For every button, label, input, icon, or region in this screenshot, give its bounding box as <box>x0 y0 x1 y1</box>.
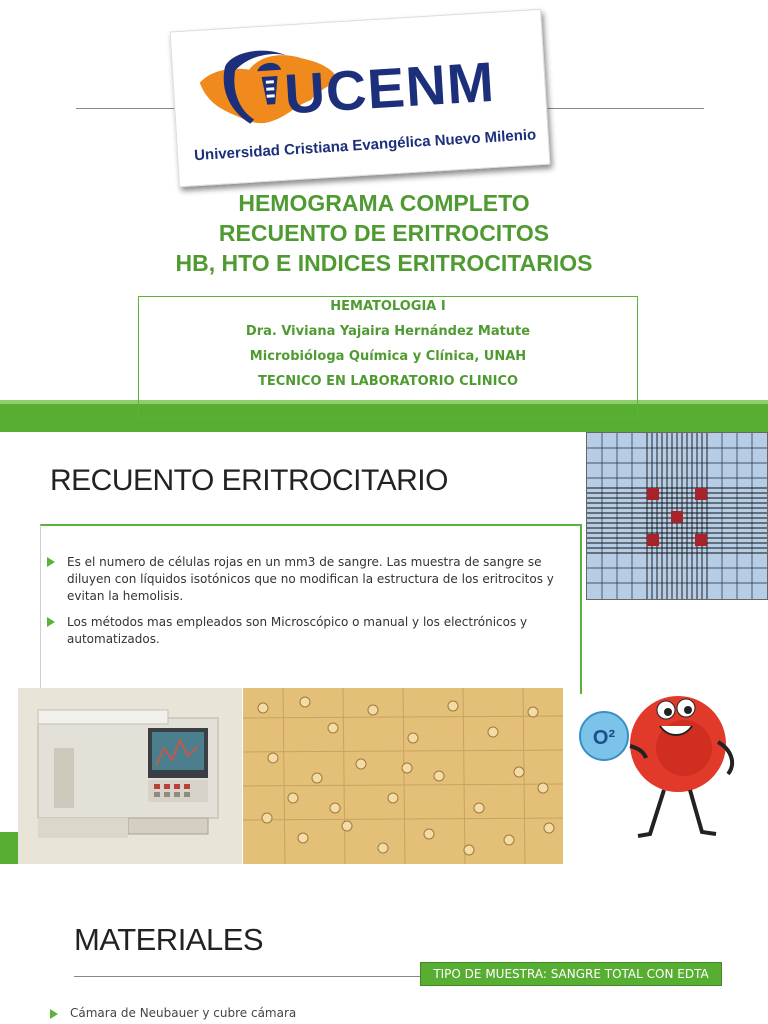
sample-type-tag: TIPO DE MUESTRA: SANGRE TOTAL CON EDTA <box>420 962 722 986</box>
list-item: Los métodos mas empleados son Microscópico o manual y los electrónicos y automatizados. <box>47 614 577 648</box>
title-underline <box>74 976 424 977</box>
list-item: Cámara de Neubauer y cubre cámara <box>50 1006 296 1020</box>
author-title: Microbióloga Química y Clínica, UNAH <box>249 349 527 364</box>
bullet-arrow-icon <box>47 617 55 627</box>
title-line: HEMOGRAMA COMPLETO <box>238 190 530 216</box>
slide-title-text: RECUENTO ERITROCITARIO <box>50 464 448 497</box>
program-name: TECNICO EN LABORATORIO CLINICO <box>257 374 519 389</box>
title-line: RECUENTO DE ERITROCITOS <box>218 220 550 246</box>
logo-wordmark: UCENM <box>282 49 497 126</box>
ucenm-logo <box>170 9 551 187</box>
bullet-arrow-icon <box>50 1009 58 1019</box>
bullet-arrow-icon <box>47 557 55 567</box>
presentation-title <box>0 188 768 278</box>
slide-title-text: MATERIALES <box>74 922 264 957</box>
oxygen-label: O² <box>592 727 616 749</box>
divider-right <box>548 108 704 109</box>
slide-materiales <box>0 864 768 1024</box>
course-name: HEMATOLOGIA I <box>330 299 446 314</box>
slide-recuento <box>0 432 768 864</box>
author-name: Dra. Viviana Yajaira Hernández Matute <box>245 324 531 339</box>
red-blood-cells-microscopy-photo <box>243 688 563 864</box>
bullet-box <box>40 524 582 694</box>
divider-left <box>76 108 180 109</box>
neubauer-grid-image <box>586 432 768 600</box>
logo-subtitle: Universidad Cristiana Evangélica Nuevo Milenio <box>193 126 537 165</box>
title-line: HB, HTO E INDICES ERITROCITARIOS <box>175 250 593 276</box>
red-blood-cell-cartoon <box>568 668 768 864</box>
author-info-box <box>138 296 638 418</box>
slide-title <box>0 0 768 432</box>
footer-band <box>0 832 18 864</box>
list-item: Es el numero de células rojas en un mm3 de sangre. Las muestra de sangre se diluyen con líquidos isotónicos que no modifican la estructura de los eritrocitos y evitan la hemolisis. <box>47 554 577 605</box>
hematology-analyzer-photo <box>18 688 242 864</box>
